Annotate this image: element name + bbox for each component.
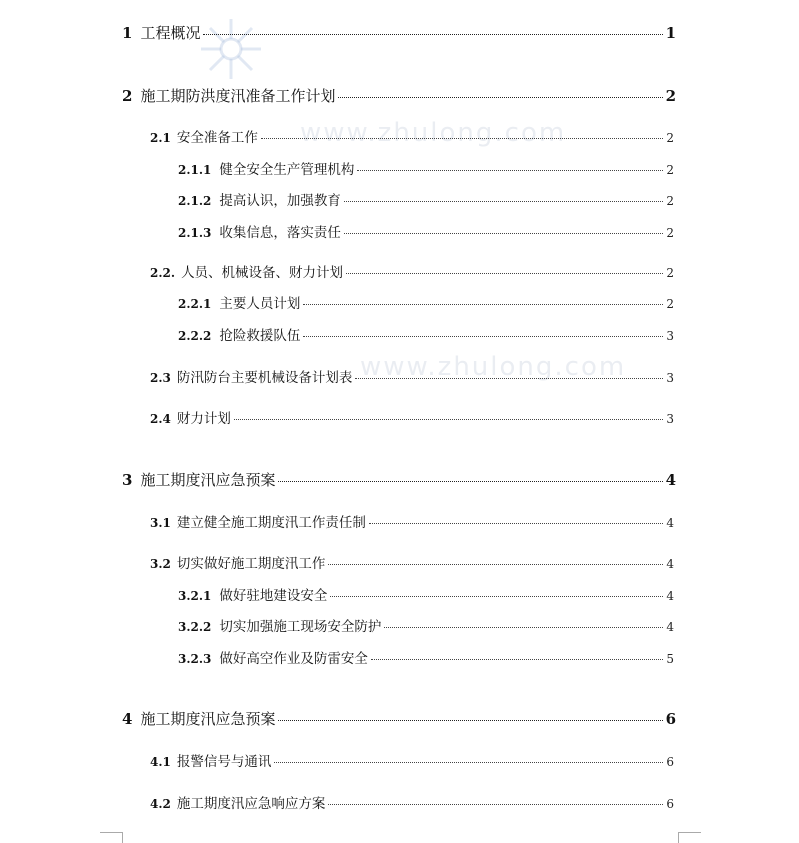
toc-entry[interactable] [150, 750, 674, 770]
toc-entry-page-number: 2 [665, 87, 676, 105]
toc-entry-number: 2.1.2 [178, 194, 212, 208]
toc-entry-number: 1 [122, 24, 133, 42]
toc-entry[interactable] [122, 85, 676, 106]
toc-entry-number: 3.2.2 [178, 620, 212, 634]
toc-entry-title: 切实加强施工现场安全防护 [219, 619, 382, 635]
toc-leader-dots [371, 659, 663, 660]
toc-leader-dots [338, 97, 662, 98]
toc-entry-page-number: 4 [666, 516, 674, 530]
toc-entry-number: 4.2 [150, 797, 171, 811]
toc-entry[interactable] [150, 511, 674, 531]
toc-entry-title: 建立健全施工期度汛工作责任制 [176, 515, 366, 531]
toc-entry-number: 2.2.2 [178, 329, 212, 343]
toc-entry-title: 做好驻地建设安全 [219, 588, 328, 604]
toc-entry-title: 施工期度汛应急预案 [140, 471, 276, 489]
toc-leader-dots [203, 34, 662, 35]
toc-entry-page-number: 6 [666, 797, 674, 811]
toc-entry-number: 4 [122, 710, 133, 728]
toc-leader-dots [369, 523, 663, 524]
crop-mark [100, 832, 123, 843]
toc-leader-dots [355, 378, 663, 379]
toc-entry[interactable] [150, 792, 674, 812]
toc-leader-dots [346, 273, 663, 274]
toc-leader-dots [384, 627, 663, 628]
toc-entry-number: 4.1 [150, 755, 171, 769]
toc-entry-page-number: 4 [666, 557, 674, 571]
toc-entry-title: 健全安全生产管理机构 [219, 162, 355, 178]
toc-entry-title: 防汛防台主要机械设备计划表 [176, 370, 353, 386]
toc-entry-title: 施工期防洪度汛准备工作计划 [140, 87, 336, 105]
toc-entry-page-number: 4 [665, 471, 676, 489]
toc-entry-title: 切实做好施工期度汛工作 [176, 556, 326, 572]
toc-leader-dots [303, 336, 663, 337]
toc-entry-number: 2.2.1 [178, 297, 212, 311]
toc-entry-title: 安全准备工作 [176, 130, 258, 146]
toc-entry-page-number: 2 [666, 226, 674, 240]
toc-entry-page-number: 2 [666, 297, 674, 311]
toc-entry-page-number: 4 [666, 589, 674, 603]
toc-entry[interactable] [122, 22, 676, 43]
toc-entry-number: 3.1 [150, 516, 171, 530]
toc-entry-page-number: 2 [666, 194, 674, 208]
toc-entry-page-number: 5 [666, 652, 674, 666]
toc-entry-page-number: 3 [666, 371, 674, 385]
watermark-text: www.zhulong.com [360, 352, 627, 382]
toc-entry-number: 3 [122, 471, 133, 489]
toc-entry-title: 施工期度汛应急响应方案 [176, 796, 326, 812]
toc-entry[interactable] [178, 221, 674, 241]
toc-entry-page-number: 6 [666, 755, 674, 769]
toc-leader-dots [344, 201, 663, 202]
toc-entry[interactable] [178, 324, 674, 344]
toc-entry-page-number: 1 [665, 24, 676, 42]
toc-leader-dots [303, 304, 663, 305]
toc-entry[interactable] [150, 261, 674, 281]
toc-entry-number: 3.2.3 [178, 652, 212, 666]
toc-entry[interactable] [150, 552, 674, 572]
toc-entry-title: 报警信号与通讯 [176, 754, 272, 770]
toc-entry-page-number: 2 [666, 131, 674, 145]
toc-entry-title: 抢险救援队伍 [219, 328, 301, 344]
toc-entry-number: 2.1.1 [178, 163, 212, 177]
toc-entry-page-number: 3 [666, 329, 674, 343]
toc-entry[interactable] [122, 469, 676, 490]
toc-entry[interactable] [178, 584, 674, 604]
toc-entry[interactable] [122, 708, 676, 729]
toc-entry-page-number: 6 [665, 710, 676, 728]
toc-entry-number: 2.1.3 [178, 226, 212, 240]
toc-entry[interactable] [150, 126, 674, 146]
toc-leader-dots [330, 596, 663, 597]
toc-entry[interactable] [178, 615, 674, 635]
toc-entry[interactable] [178, 292, 674, 312]
toc-leader-dots [357, 170, 663, 171]
toc-entry-number: 3.2.1 [178, 589, 212, 603]
toc-entry[interactable] [178, 647, 674, 667]
toc-entry-title: 收集信息，落实责任 [219, 225, 341, 241]
toc-leader-dots [344, 233, 663, 234]
crop-mark [678, 832, 701, 843]
toc-entry-number: 2.1 [150, 131, 171, 145]
toc-entry-title: 人员、机械设备、财力计划 [181, 265, 344, 281]
toc-entry[interactable] [178, 189, 674, 209]
toc-leader-dots [278, 720, 662, 721]
toc-entry-page-number: 3 [666, 412, 674, 426]
toc-entry-page-number: 2 [666, 266, 674, 280]
toc-entry[interactable] [178, 158, 674, 178]
toc-entry-number: 2.4 [150, 412, 171, 426]
toc-leader-dots [274, 762, 663, 763]
toc-entry-title: 主要人员计划 [219, 296, 301, 312]
toc-entry-number: 3.2 [150, 557, 171, 571]
toc-entry-page-number: 4 [666, 620, 674, 634]
watermark-text: www.zhulong.com [300, 118, 567, 148]
toc-entry-number: 2.2. [150, 266, 176, 280]
toc-entry-title: 做好高空作业及防雷安全 [219, 651, 368, 667]
toc-entry-title: 施工期度汛应急预案 [140, 710, 276, 728]
toc-entry-title: 工程概况 [140, 24, 201, 42]
toc-entry-number: 2 [122, 87, 133, 105]
toc-entry[interactable] [150, 407, 674, 427]
toc-entry-number: 2.3 [150, 371, 171, 385]
toc-leader-dots [261, 138, 663, 139]
toc-entry-title: 提高认识，加强教育 [219, 193, 341, 209]
toc-leader-dots [328, 564, 663, 565]
toc-leader-dots [278, 481, 662, 482]
toc-entry-title: 财力计划 [176, 411, 231, 427]
toc-entry[interactable] [150, 366, 674, 386]
toc-leader-dots [234, 419, 663, 420]
toc-leader-dots [328, 804, 663, 805]
toc-entry-page-number: 2 [666, 163, 674, 177]
